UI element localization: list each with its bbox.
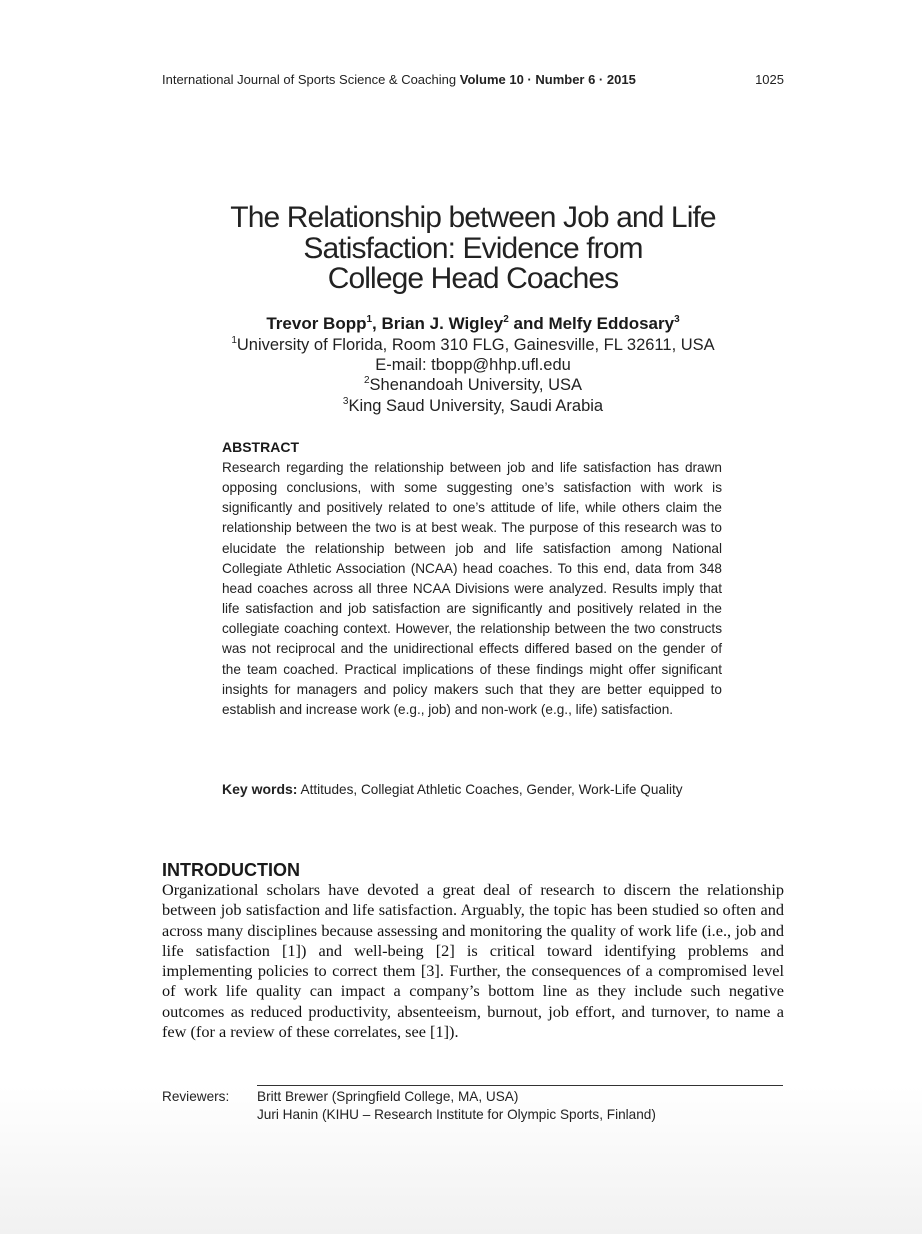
affiliation-text: University of Florida, Room 310 FLG, Gainesville, FL 32611, USA	[236, 336, 715, 354]
reviewer-item: Juri Hanin (KIHU – Research Institute for Olympic Sports, Finland)	[257, 1106, 656, 1122]
abstract-text: Research regarding the relationship between job and life satisfaction has drawn opposing conclusions, with some suggesting one’s satisfaction with work is significantly and positively related to one’s attitude of life, while others claim the relationship between the two is at best weak. The purpose of this research was to elucidate the relationship between job and life satisfaction among National Collegiate Athletic Association (NCAA) head coaches. To this end, data from 348 head coaches across all three NCAA Divisions were analyzed. Results imply that life satisfaction and job satisfaction are significantly and positively related in the collegiate coaching context. However, the relationship between the two constructs was not reciprocal and the unidirectional effects differed based on the gender of the team coached. Practical implications of these findings might offer significant insights for managers and policy makers such that they are better equipped to establish and increase work (e.g., job) and non-work (e.g., life) satisfaction.	[222, 460, 722, 717]
running-header	[162, 72, 784, 88]
author-separator: and	[508, 314, 549, 333]
volume-info: Volume 10 · Number 6 · 2015	[459, 72, 636, 87]
title-line: Satisfaction: Evidence from	[303, 231, 643, 265]
author-affil-mark: 1	[366, 314, 373, 325]
affiliation-3	[150, 396, 796, 416]
keywords-text: Attitudes, Collegiat Athletic Coaches, Gender, Work-Life Quality	[300, 782, 683, 797]
reviewer-item: Britt Brewer (Springfield College, MA, USA)	[257, 1089, 519, 1104]
affil-mark: 2	[363, 375, 370, 387]
title-line: The Relationship between Job and Life	[230, 201, 716, 234]
keywords-label: Key words:	[222, 781, 298, 797]
page-number: 1025	[755, 72, 784, 87]
abstract-heading: ABSTRACT	[222, 439, 299, 455]
reviewers-list	[257, 1088, 783, 1123]
introduction-heading: INTRODUCTION	[162, 860, 300, 880]
reviewers-label: Reviewers:	[162, 1089, 230, 1104]
author-affil-mark: 2	[503, 314, 509, 325]
introduction-text: Organizational scholars have devoted a great deal of research to discern the relationship between job satisfaction and life satisfaction. Arguably, the topic has been studied so often and across many disciplines because assessing and monitoring the quality of work life (i.e., job and life satisfaction [1]) and well-being [2] is critical toward identifying problems and implementing policies to correct them [3]. Further, the consequences of a compromised level of work life quality can impact a company’s bottom line as they include such negative outcomes as reduced productivity, absenteeism, burnout, job effort, and turnover, to name a few (for a review of these correlates, see [1]).	[162, 880, 784, 1042]
author-list	[150, 314, 796, 334]
affil-mark: 3	[342, 395, 349, 407]
affiliation-2	[150, 375, 796, 395]
keywords	[222, 779, 722, 800]
affiliations	[150, 335, 796, 416]
paper-title	[150, 203, 796, 295]
author-name: Trevor Bopp	[266, 314, 367, 333]
affiliation-1	[150, 335, 796, 355]
title-line: College Head Coaches	[327, 262, 619, 295]
author-affil-mark: 3	[674, 314, 680, 325]
journal-name: International Journal of Sports Science & Coaching	[162, 72, 457, 87]
reviewers-divider	[257, 1085, 783, 1086]
affiliation-text: Shenandoah University, USA	[369, 376, 583, 395]
author-separator: ,	[372, 314, 382, 333]
contact-email: E-mail: tbopp@hhp.ufl.edu	[375, 356, 571, 375]
affil-mark: 1	[231, 335, 237, 346]
author-name: Melfy Eddosary	[548, 314, 675, 333]
author-name: Brian J. Wigley	[381, 314, 504, 333]
affiliation-text: King Saud University, Saudi Arabia	[348, 396, 604, 415]
